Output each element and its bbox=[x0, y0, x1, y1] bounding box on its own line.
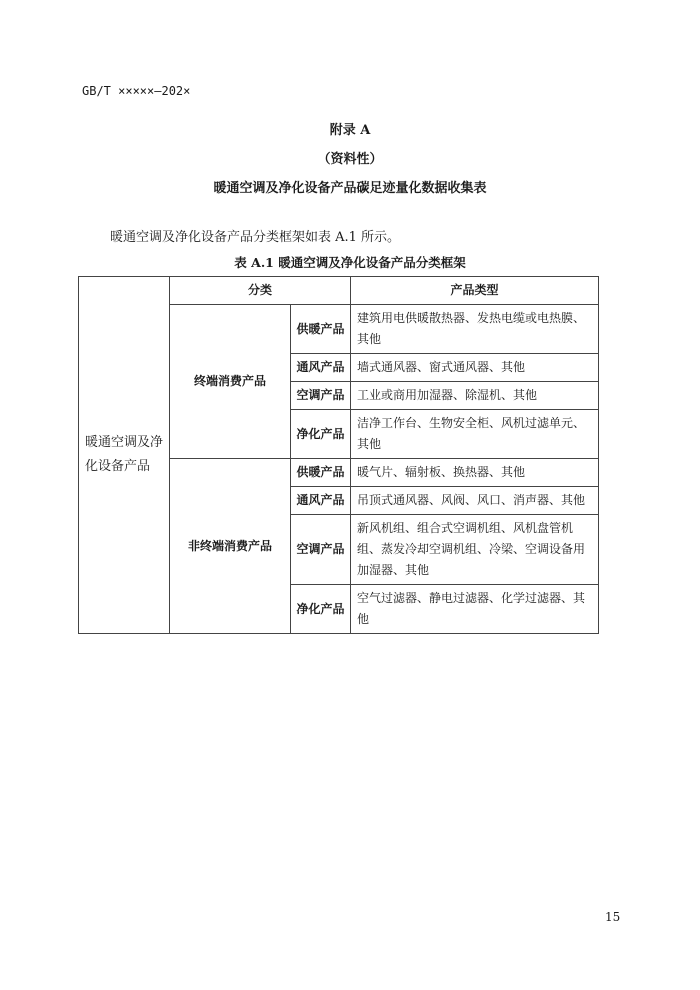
subcategory-cell: 净化产品 bbox=[291, 410, 351, 459]
classification-table bbox=[78, 276, 599, 634]
document-code-header: GB/T ×××××—202× bbox=[82, 84, 191, 98]
subcategory-cell: 净化产品 bbox=[291, 585, 351, 634]
product-types-cell: 建筑用电供暖散热器、发热电缆或电热膜、其他 bbox=[351, 305, 599, 354]
group-cell: 非终端消费产品 bbox=[170, 459, 291, 634]
appendix-title: 附录 A bbox=[329, 123, 371, 138]
product-types-cell: 暖气片、辐射板、换热器、其他 bbox=[351, 459, 599, 487]
appendix-subtitle: 暖通空调及净化设备产品碳足迹量化数据收集表 bbox=[213, 181, 487, 196]
product-types-cell: 空气过滤器、静电过滤器、化学过滤器、其他 bbox=[351, 585, 599, 634]
appendix-nature: （资料性） bbox=[317, 152, 383, 167]
subcategory-cell: 供暖产品 bbox=[291, 459, 351, 487]
subcategory-cell: 空调产品 bbox=[291, 382, 351, 410]
product-types-cell: 新风机组、组合式空调机组、风机盘管机组、蒸发冷却空调机组、冷梁、空调设备用加湿器、其他 bbox=[351, 515, 599, 585]
root-category-cell: 暖通空调及净化设备产品 bbox=[79, 277, 170, 634]
product-types-cell: 洁净工作台、生物安全柜、风机过滤单元、其他 bbox=[351, 410, 599, 459]
header-product-type: 产品类型 bbox=[351, 277, 599, 305]
product-types-cell: 工业或商用加湿器、除湿机、其他 bbox=[351, 382, 599, 410]
table-header-row bbox=[79, 277, 599, 305]
page-number: 15 bbox=[605, 910, 621, 924]
subcategory-cell: 通风产品 bbox=[291, 354, 351, 382]
group-cell: 终端消费产品 bbox=[170, 305, 291, 459]
intro-paragraph: 暖通空调及净化设备产品分类框架如表 A.1 所示。 bbox=[110, 230, 401, 245]
subcategory-cell: 通风产品 bbox=[291, 487, 351, 515]
product-types-cell: 吊顶式通风器、风阀、风口、消声器、其他 bbox=[351, 487, 599, 515]
product-types-cell: 墙式通风器、窗式通风器、其他 bbox=[351, 354, 599, 382]
header-category: 分类 bbox=[170, 277, 351, 305]
table-caption: 表 A.1 暖通空调及净化设备产品分类框架 bbox=[234, 255, 466, 270]
subcategory-cell: 空调产品 bbox=[291, 515, 351, 585]
subcategory-cell: 供暖产品 bbox=[291, 305, 351, 354]
